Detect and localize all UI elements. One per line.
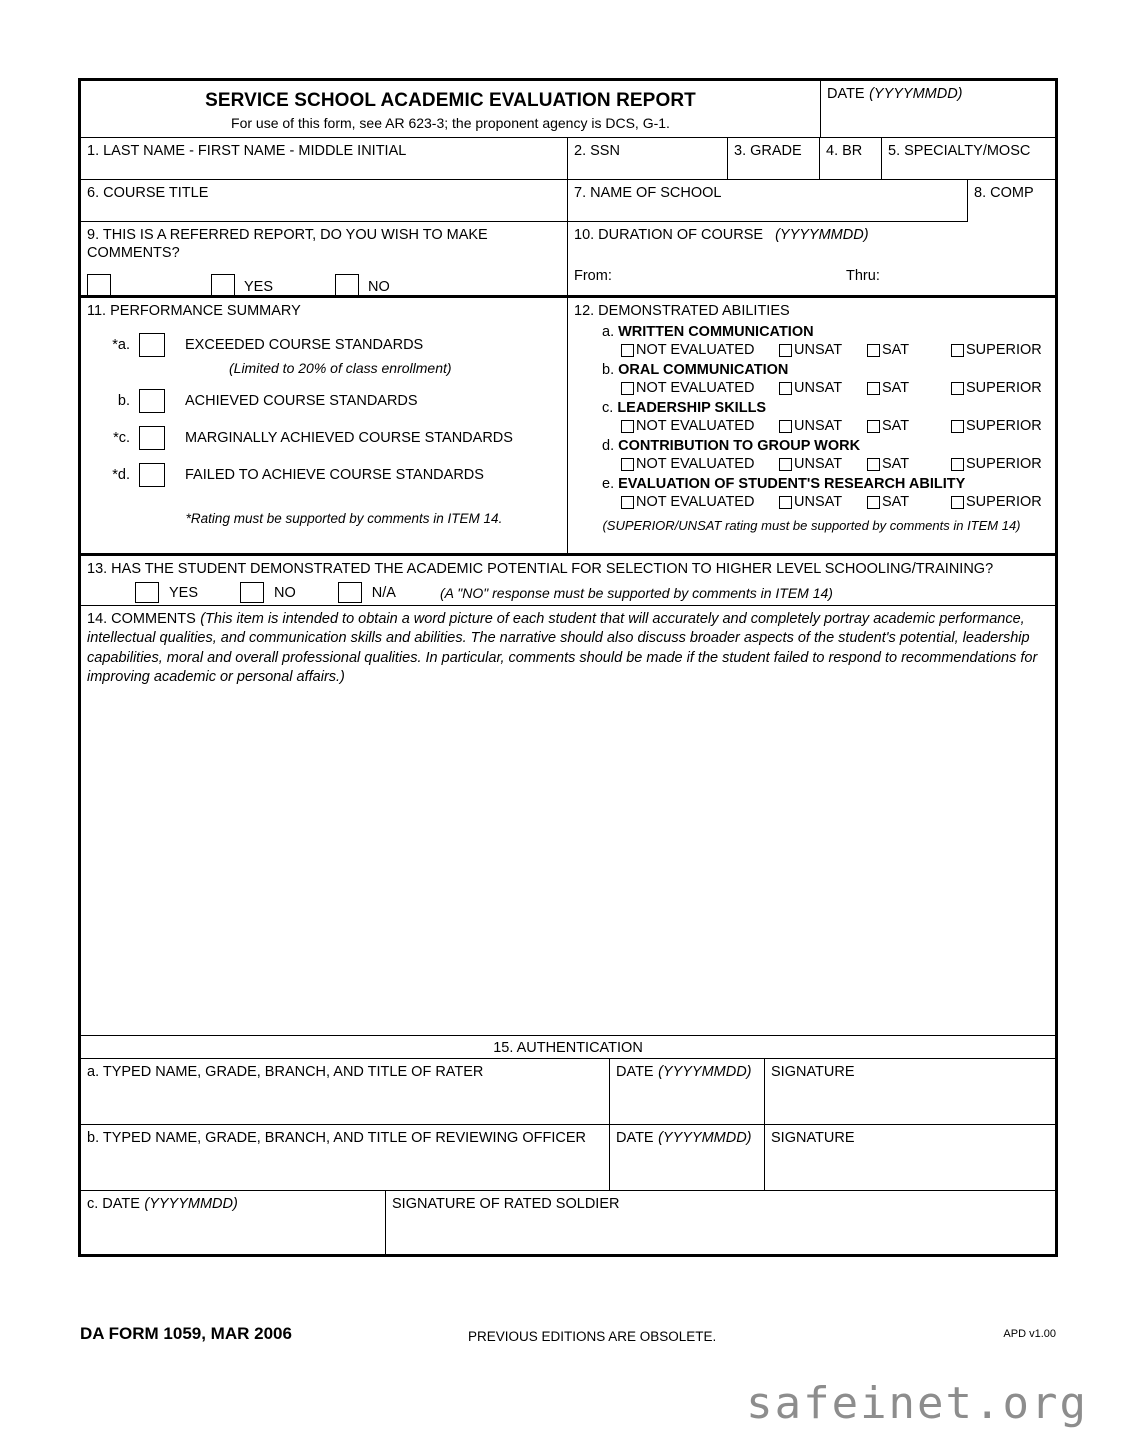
item11-footnote: *Rating must be supported by comments in ITEM 14. [185,511,503,527]
option-label: NOT EVALUATED [636,494,755,511]
checkbox-icon[interactable] [621,382,634,395]
item11-letter-c: *c. [113,430,130,447]
form-frame [78,78,1058,1257]
school-name-label: 7. NAME OF SCHOOL [574,185,722,201]
item12-b-unsat[interactable] [779,380,867,396]
specialty-field[interactable] [882,138,1055,180]
item10-label-wrap [574,226,1049,244]
course-row [81,180,1055,222]
item12-c-superior[interactable] [951,418,1042,434]
item11-option-c [87,426,561,450]
item12-e-sat[interactable] [867,494,951,510]
comp-field[interactable] [968,180,1055,222]
checkbox-icon[interactable] [951,344,964,357]
option-label: SAT [882,342,910,359]
item11-text-b: ACHIEVED COURSE STANDARDS [185,393,418,410]
item12-text-c: LEADERSHIP SKILLS [617,400,767,417]
reviewer-date-label: DATE [616,1130,654,1147]
item12-ability-c-heading [602,400,1049,416]
option-label: NOT EVALUATED [636,380,755,397]
reviewer-signature-field[interactable] [765,1125,1055,1191]
checkbox-icon[interactable] [951,420,964,433]
item12-e-not-evaluated[interactable] [621,494,779,510]
item11-text-d: FAILED TO ACHIEVE COURSE STANDARDS [185,467,484,484]
item13-no-label: NO [274,584,296,601]
item10-label: 10. DURATION OF COURSE [574,227,764,243]
item13-na-label: N/A [371,584,396,601]
course-title-label: 6. COURSE TITLE [87,185,209,201]
item11-checkbox-c[interactable] [139,426,165,450]
option-label: UNSAT [794,380,843,397]
item9-label-line1: 9. THIS IS A REFERRED REPORT, DO YOU WISH TO MAKE [87,227,488,243]
item12-options-e [621,494,1049,510]
item14-header [87,610,1049,687]
item12-text-b: ORAL COMMUNICATION [618,362,789,379]
option-label: SUPERIOR [966,418,1042,435]
page-title: SERVICE SCHOOL ACADEMIC EVALUATION REPORT [205,90,696,111]
checkbox-icon[interactable] [867,496,880,509]
rater-row [81,1059,1055,1125]
item12-ability-b-heading [602,362,1049,378]
da-form-1059 [78,78,1058,1257]
form-number: DA FORM 1059, MAR 2006 [80,1324,292,1343]
item11-checkbox-b[interactable] [139,389,165,413]
option-label: SAT [882,418,910,435]
soldier-date-label: c. DATE [87,1196,140,1213]
item12-footnote: (SUPERIOR/UNSAT rating must be supported by comments in ITEM 14) [602,518,1021,534]
item13-checkbox-no[interactable] [240,582,264,603]
item12-text-a: WRITTEN COMMUNICATION [618,324,814,341]
referred-duration-row [81,222,1055,298]
item9-label-line2: COMMENTS? [87,245,180,262]
reviewer-row [81,1125,1055,1191]
checkbox-icon[interactable] [867,420,880,433]
rater-date-label: DATE [616,1064,654,1081]
checkbox-icon[interactable] [951,458,964,471]
school-name-field[interactable] [568,180,968,222]
reviewer-signature-label: SIGNATURE [771,1130,855,1147]
item11-text-c: MARGINALLY ACHIEVED COURSE STANDARDS [185,430,513,447]
item12-options-d [621,456,1049,472]
item14-instructions: (This item is intended to obtain a word picture of each student that will accurately and completely portray academic performance, intellectual qualities, and communication skills and abilities. The narrative should also discuss broader aspects of the student's potential, leadership capabilities, moral and overall professional qualities. In particular, comments should be made if the student failed to respond to recommendations for improving academic or personal affairs.) [87,611,1038,685]
reviewer-name-label: b. TYPED NAME, GRADE, BRANCH, AND TITLE OF REVIEWING OFFICER [87,1130,586,1147]
item14-row [81,606,1055,1036]
item14-cell[interactable] [81,606,1055,1036]
item9-checkbox-yes[interactable] [211,274,235,296]
item12-a-superior[interactable] [951,342,1042,358]
item10-from-label: From: [574,268,612,285]
rater-date-field[interactable] [610,1059,765,1125]
option-label: SAT [882,494,910,511]
item9-no-label: NO [368,279,390,295]
option-label: NOT EVALUATED [636,342,755,359]
item11-letter-d: *d. [112,467,130,484]
item10-cell [568,222,1055,298]
item12-a-unsat[interactable] [779,342,867,358]
item12-b-not-evaluated[interactable] [621,380,779,396]
option-label: UNSAT [794,494,843,511]
br-field[interactable] [820,138,882,180]
option-label: SAT [882,380,910,397]
rater-signature-label: SIGNATURE [771,1064,855,1081]
checkbox-icon[interactable] [779,344,792,357]
rater-name-field[interactable] [81,1059,610,1125]
item12-ability-a-heading [602,324,1049,340]
option-label: UNSAT [794,418,843,435]
soldier-signature-field[interactable] [386,1191,1055,1257]
item9-cell [81,222,568,298]
soldier-row [81,1191,1055,1257]
comp-label: 8. COMP [974,185,1034,201]
item9-checkbox-group [87,274,390,296]
course-title-field[interactable] [81,180,568,222]
item14-label: 14. COMMENTS [87,611,196,628]
item12-a-not-evaluated[interactable] [621,342,779,358]
item12-b-superior[interactable] [951,380,1042,396]
form-subtitle: For use of this form, see AR 623-3; the proponent agency is DCS, G-1. [231,115,670,131]
previous-editions-note: PREVIOUS EDITIONS ARE OBSOLETE. [468,1329,717,1344]
item12-b-sat[interactable] [867,380,951,396]
item13-checkbox-na[interactable] [338,582,362,603]
item11-heading: 11. PERFORMANCE SUMMARY [87,303,301,319]
item12-ability-d-heading [602,438,1049,454]
checkbox-icon[interactable] [779,382,792,395]
item9-checkbox-no[interactable] [335,274,359,296]
item12-d-superior[interactable] [951,456,1042,472]
last-name-label: 1. LAST NAME - FIRST NAME - MIDDLE INITIAL [87,143,407,159]
item13-note: (A "NO" response must be supported by comments in ITEM 14) [439,584,833,601]
item11-option-d [87,463,561,487]
identity-row [81,138,1055,180]
item11-text-a: EXCEEDED COURSE STANDARDS [185,337,424,354]
checkbox-icon[interactable] [621,344,634,357]
item11-cell [81,298,568,556]
item12-heading: 12. DEMONSTRATED ABILITIES [574,303,790,319]
item15-heading-cell [81,1036,1055,1059]
item12-d-sat[interactable] [867,456,951,472]
apd-version: APD v1.00 [1003,1328,1056,1340]
rater-signature-field[interactable] [765,1059,1055,1125]
item10-format-hint: (YYYYMMDD) [775,227,869,243]
summary-abilities-row [81,298,1055,556]
checkbox-icon[interactable] [867,382,880,395]
grade-label: 3. GRADE [734,143,802,159]
item12-c-unsat[interactable] [779,418,867,434]
option-label: SUPERIOR [966,342,1042,359]
date-field-cell[interactable] [821,81,1055,138]
checkbox-icon[interactable] [951,382,964,395]
soldier-signature-label: SIGNATURE OF RATED SOLDIER [392,1196,620,1213]
item12-letter-c: c. [602,400,614,417]
checkbox-icon[interactable] [621,420,634,433]
option-label: SUPERIOR [966,456,1042,473]
item12-e-superior[interactable] [951,494,1042,510]
checkbox-icon[interactable] [779,420,792,433]
option-label: SUPERIOR [966,494,1042,511]
item12-letter-e: e. [602,476,615,493]
watermark: safeinet.org [746,1378,1088,1429]
item15-heading: 15. AUTHENTICATION [493,1040,643,1057]
grade-field[interactable] [728,138,820,180]
date-format-hint: (YYYYMMDD) [869,86,963,102]
option-label: UNSAT [794,456,843,473]
item12-options-c [621,418,1049,434]
ssn-field[interactable] [568,138,728,180]
item15-heading-row [81,1036,1055,1059]
item13-yes-label: YES [169,584,199,601]
item11-letter-a: *a. [112,337,130,354]
item12-cell [568,298,1055,556]
item13-row [81,556,1055,606]
date-label: DATE [827,86,865,102]
item13-question: 13. HAS THE STUDENT DEMONSTRATED THE ACADEMIC POTENTIAL FOR SELECTION TO HIGHER LEVEL SCHOOLING/TRAINING? [87,561,994,577]
soldier-date-format: (YYYYMMDD) [144,1196,238,1213]
item12-c-not-evaluated[interactable] [621,418,779,434]
item12-options-b [621,380,1049,396]
item9-yes-label: YES [244,279,274,295]
item11-note-a: (Limited to 20% of class enrollment) [229,360,452,377]
title-row [81,81,1055,138]
item11-checkbox-d[interactable] [139,463,165,487]
item12-e-unsat[interactable] [779,494,867,510]
item9-checkbox-blank[interactable] [87,274,111,296]
checkbox-icon[interactable] [779,458,792,471]
option-label: SAT [882,456,910,473]
item12-d-unsat[interactable] [779,456,867,472]
item12-letter-b: b. [602,362,615,379]
option-label: UNSAT [794,342,843,359]
checkbox-icon[interactable] [867,344,880,357]
item13-checkbox-group [135,582,1049,603]
last-name-field[interactable] [81,138,568,180]
checkbox-icon[interactable] [867,458,880,471]
item12-text-e: EVALUATION OF STUDENT'S RESEARCH ABILITY [618,476,966,493]
form-footer [78,1320,1058,1350]
item13-cell [81,556,1055,606]
item11-option-b [87,389,561,413]
item12-c-sat[interactable] [867,418,951,434]
form-title-cell [81,81,821,138]
item12-a-sat[interactable] [867,342,951,358]
item12-letter-a: a. [602,324,615,341]
option-label: NOT EVALUATED [636,418,755,435]
checkbox-icon[interactable] [621,458,634,471]
option-label: NOT EVALUATED [636,456,755,473]
item11-letter-b: b. [117,393,130,410]
item11-option-a [87,333,561,357]
br-label: 4. BR [826,143,863,159]
checkbox-icon[interactable] [951,496,964,509]
option-label: SUPERIOR [966,380,1042,397]
checkbox-icon[interactable] [621,496,634,509]
rater-name-label: a. TYPED NAME, GRADE, BRANCH, AND TITLE OF RATER [87,1064,484,1081]
item11-checkbox-a[interactable] [139,333,165,357]
soldier-date-field[interactable] [81,1191,386,1257]
item12-text-d: CONTRIBUTION TO GROUP WORK [618,438,861,455]
item10-thru-label: Thru: [846,268,880,285]
item12-letter-d: d. [602,438,615,455]
rater-date-format: (YYYYMMDD) [658,1064,752,1081]
item12-ability-e-heading [602,476,1049,492]
reviewer-name-field[interactable] [81,1125,610,1191]
item12-options-a [621,342,1049,358]
reviewer-date-format: (YYYYMMDD) [658,1130,752,1147]
reviewer-date-field[interactable] [610,1125,765,1191]
ssn-label: 2. SSN [574,143,620,159]
specialty-label: 5. SPECIALTY/MOSC [888,143,1031,159]
item12-d-not-evaluated[interactable] [621,456,779,472]
checkbox-icon[interactable] [779,496,792,509]
item13-checkbox-yes[interactable] [135,582,159,603]
